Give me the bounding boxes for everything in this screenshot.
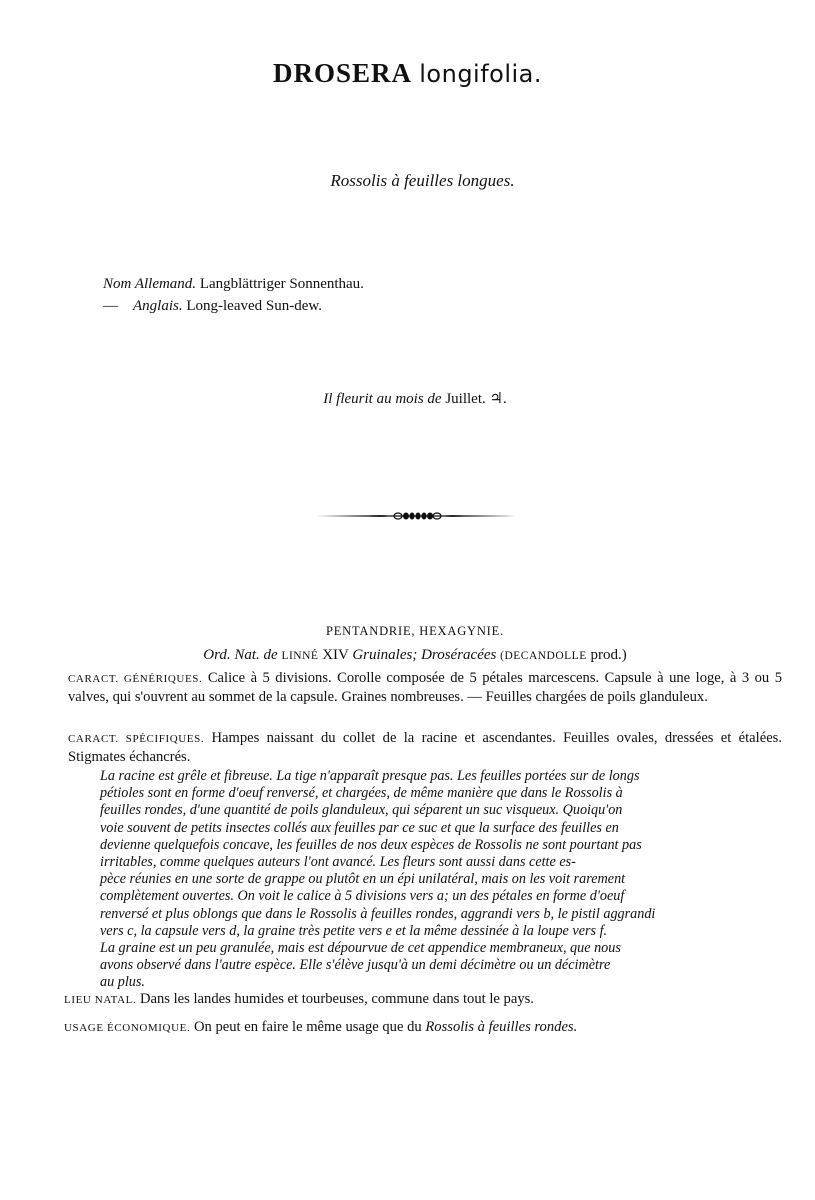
perennial-symbol: ♃. [489,391,507,407]
usage-text: On peut en faire le même usage que du [193,1019,422,1035]
natural-order [0,647,815,664]
common-names [103,273,364,317]
german-name-line [103,273,364,295]
description-line: renversé et plus oblongs que dans le Rossolis à feuilles rondes, aggrandi vers b, le pistil aggrandi [100,905,656,922]
english-label: Anglais. [133,298,183,314]
habitat-line [64,990,534,1009]
order-decandolle: (DECANDOLLE [500,650,587,662]
description-line: au plus. [100,974,145,991]
description-line: La graine est un peu granulée, mais est dépourvue de cet appendice membraneux, que nous [100,940,621,957]
usage-line [64,1018,577,1037]
title-species: longifolia. [419,60,543,88]
flowering-month: Juillet. [445,391,486,407]
description-line: irritables, comme quelques auteurs l'ont avancé. Les fleurs sont aussi dans cette es- [100,854,576,871]
order-linne: LINNÉ [281,650,319,662]
description-line: vers c, la capsule vers d, la graine très petite vers e et la même dessinée à la loupe vers f. [100,922,608,939]
order-prod: prod.) [590,647,627,663]
usage-label: USAGE ÉCONOMIQUE. [64,1022,191,1034]
description-line: avons observé dans l'autre espèce. Elle s'élève jusqu'à un demi décimètre ou un décimètre [100,957,611,974]
english-dash: — [103,298,118,314]
order-prefix: Ord. Nat. de [203,647,278,663]
description-line: pèce réunies en une sorte de grappe ou plutôt en un épi unilatéral, mais on les voit rarement [100,871,626,888]
usage-reference: Rossolis à feuilles rondes. [425,1019,578,1035]
order-numeral: XIV [322,647,349,663]
description-line: La racine est grêle et fibreuse. La tige n'apparaît presque pas. Les feuilles portées sur de longs [100,768,640,784]
order-gruinales: Gruinales; [352,647,418,663]
habitat-label: LIEU NATAL. [64,994,137,1006]
generic-characters [68,669,782,706]
german-name: Langblättriger Sonnenthau. [199,276,364,292]
french-name: Rossolis à feuilles longues. [330,171,515,190]
description-paragraph [100,768,780,992]
habitat-text: Dans les landes humides et tourbeuses, commune dans tout le pays. [139,991,534,1007]
description-line: feuilles rondes, d'une quantité de poils glanduleux, qui séparent un suc visqueux. Quoiqu'on [100,802,623,819]
specific-label: CARACT. SPÉCIFIQUES. [68,733,205,745]
linnaean-class: PENTANDRIE, HEXAGYNIE. [325,624,505,638]
description-line: voie souvent de petits insectes collés aux feuilles par ce suc et que la surface des feuilles en [100,819,619,836]
description-line: devienne quelquefois concave, les feuilles de nos deux espèces de Rossolis ne sont pourtant pas [100,836,642,853]
specific-characters [68,729,782,766]
english-name-line [103,295,364,317]
generic-text: Calice à 5 divisions. Corolle composée de 5 pétales marcescens. Capsule à une loge, à 3 ou 5 valves, qui s'ouvrent au sommet de la capsule. Graines nombreuses. — Feuilles chargées de poils glanduleux. [68,670,782,705]
german-label: Nom Allemand. [103,276,197,292]
flowering-prefix: Il fleurit au mois de [323,391,442,407]
description-line: complètement ouvertes. On voit le calice à 5 divisions vers a; un des pétales en forme d'oeuf [100,888,625,905]
description-line: pétioles sont en forme d'oeuf renversé, et chargées, de même manière que dans le Rossolis à [100,785,623,802]
ornament-divider-icon [316,509,516,523]
english-name: Long-leaved Sun-dew. [186,298,322,314]
flowering-line [0,389,815,408]
specific-text: Hampes naissant du collet de la racine et ascendantes. Feuilles ovales, dressées et étalées. Stigmates échancrés. [68,730,782,765]
title-genus: DROSERA [272,58,412,88]
generic-label: CARACT. GÉNÉRIQUES. [68,673,203,685]
order-droseracees: Droséracées [421,647,497,663]
page-title [0,58,815,89]
